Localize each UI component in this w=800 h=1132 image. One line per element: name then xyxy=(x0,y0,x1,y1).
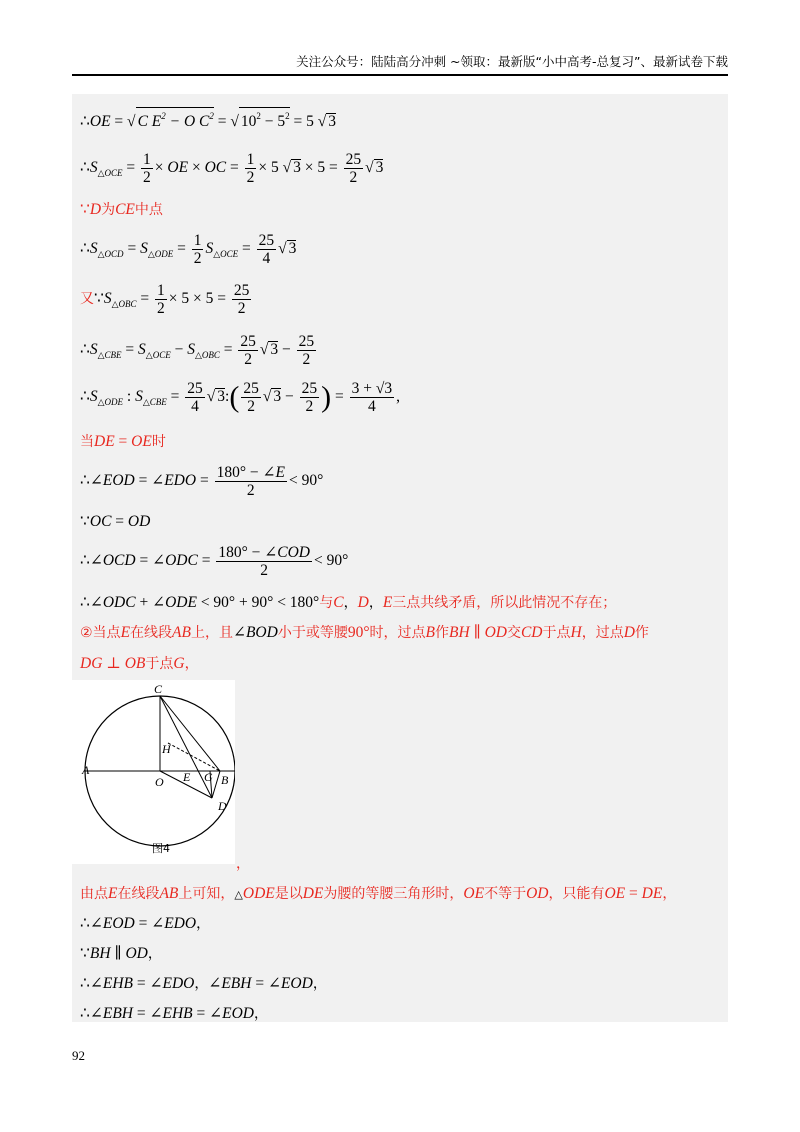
label-o: O xyxy=(155,775,164,789)
geometry-figure xyxy=(72,680,235,864)
label-h: H xyxy=(162,742,171,756)
figure-caption: 图4 xyxy=(152,842,170,855)
segment-bh xyxy=(168,743,220,771)
math-line-14: DG ⊥ OB于点G， xyxy=(80,655,199,672)
label-g: G xyxy=(204,770,213,784)
page-header xyxy=(72,52,728,76)
page-number: 92 xyxy=(72,1048,85,1063)
math-line-18: ∴∠EHB = ∠EDO，∠EBH = ∠EOD， xyxy=(80,975,327,992)
math-line-9: ∴∠EOD = ∠EDO = $\frac{180^\circ - \angle E}{2}$ < 90° xyxy=(80,464,324,499)
label-b: B xyxy=(221,773,229,787)
math-line-8: 当DE = OE时 xyxy=(80,433,166,450)
math-line-12: ∴∠ODC + ∠ODE < 90° + 90° < 180°与C，D，E三点共线矛盾，所以此情况不存在； xyxy=(80,594,617,611)
label-a: A xyxy=(82,763,90,777)
header-text: 关注公众号：陆陆高分冲刺 ~领取：最新版“小中高考-总复习”、最新试卷下载 xyxy=(296,54,728,69)
math-line-1: ∴OE = √ C $E^2 - O$ $C^2$ = √ $10^2 - 5^2 = 5$ √ 3 xyxy=(80,107,336,131)
segment-db xyxy=(212,771,220,798)
math-line-6: $\therefore S_{\triangle CBE} = S_{\triangle OCE} - S_{\triangle OBC}$ = $\frac{25}{2}$ √ 3 − $\frac{25}{2}$ xyxy=(80,333,315,368)
math-line-11: ∴∠OCD = ∠ODC = $\frac{\text{180° − ∠COD}}{2}$ < 90° xyxy=(80,544,349,579)
math-line-4: $\therefore S_{\triangle OCD} = S_{\triangle ODE}$ = $\frac{1}{2}$ $S_{\triangle OCE}$ = $\frac{25}{4}$ √ 3 xyxy=(80,232,297,267)
math-line-16: ∴∠EOD = ∠EDO， xyxy=(80,915,211,932)
segment-cb xyxy=(160,696,220,771)
label-e: E xyxy=(183,770,191,784)
math-line-7: $\therefore S_{\triangle ODE}$ : $S_{\triangle CBE}$ = $\frac{25}{4}$ √ 3:( $\frac{25}{2}$ √ 3 − $\frac{25}{2}$ ) = $\frac{3 + √3}{4}$ , xyxy=(80,380,400,415)
circle-diagram xyxy=(72,680,235,864)
label-c: C xyxy=(154,682,163,696)
math-line-2: $\therefore S_{\triangle OCE}$ = $\frac{1}{2}$ × OE × OC = $\frac{1}{2}$ × 5 √ 3 × 5 = $\frac{25}{2}$ √ 3 xyxy=(80,151,384,186)
math-line-3: ∵D为CE中点 xyxy=(80,201,163,218)
figure-trailing-comma: ， xyxy=(236,856,250,872)
math-line-15: 由点E在线段AB上可知，△ODE是以DE为腰的等腰三角形时，OE不等于OD，只能有OE = DE， xyxy=(80,885,677,902)
label-d: D xyxy=(218,799,227,813)
math-line-13: ②当点E在线段AB上，且∠BOD小于或等腰90°时，过点B作BH ∥ OD交CD于点H，过点D作 xyxy=(80,624,649,641)
math-line-17: ∵BH ∥ OD， xyxy=(80,945,162,962)
math-line-19: ∴∠EBH = ∠EHB = ∠EOD， xyxy=(80,1005,268,1022)
math-line-5: 又$\because S_{\triangle OBC}$ = $\frac{1}{2}$ × 5 × 5 = $\frac{25}{2}$ xyxy=(80,282,250,317)
math-line-10: ∵OC = OD xyxy=(80,513,151,530)
